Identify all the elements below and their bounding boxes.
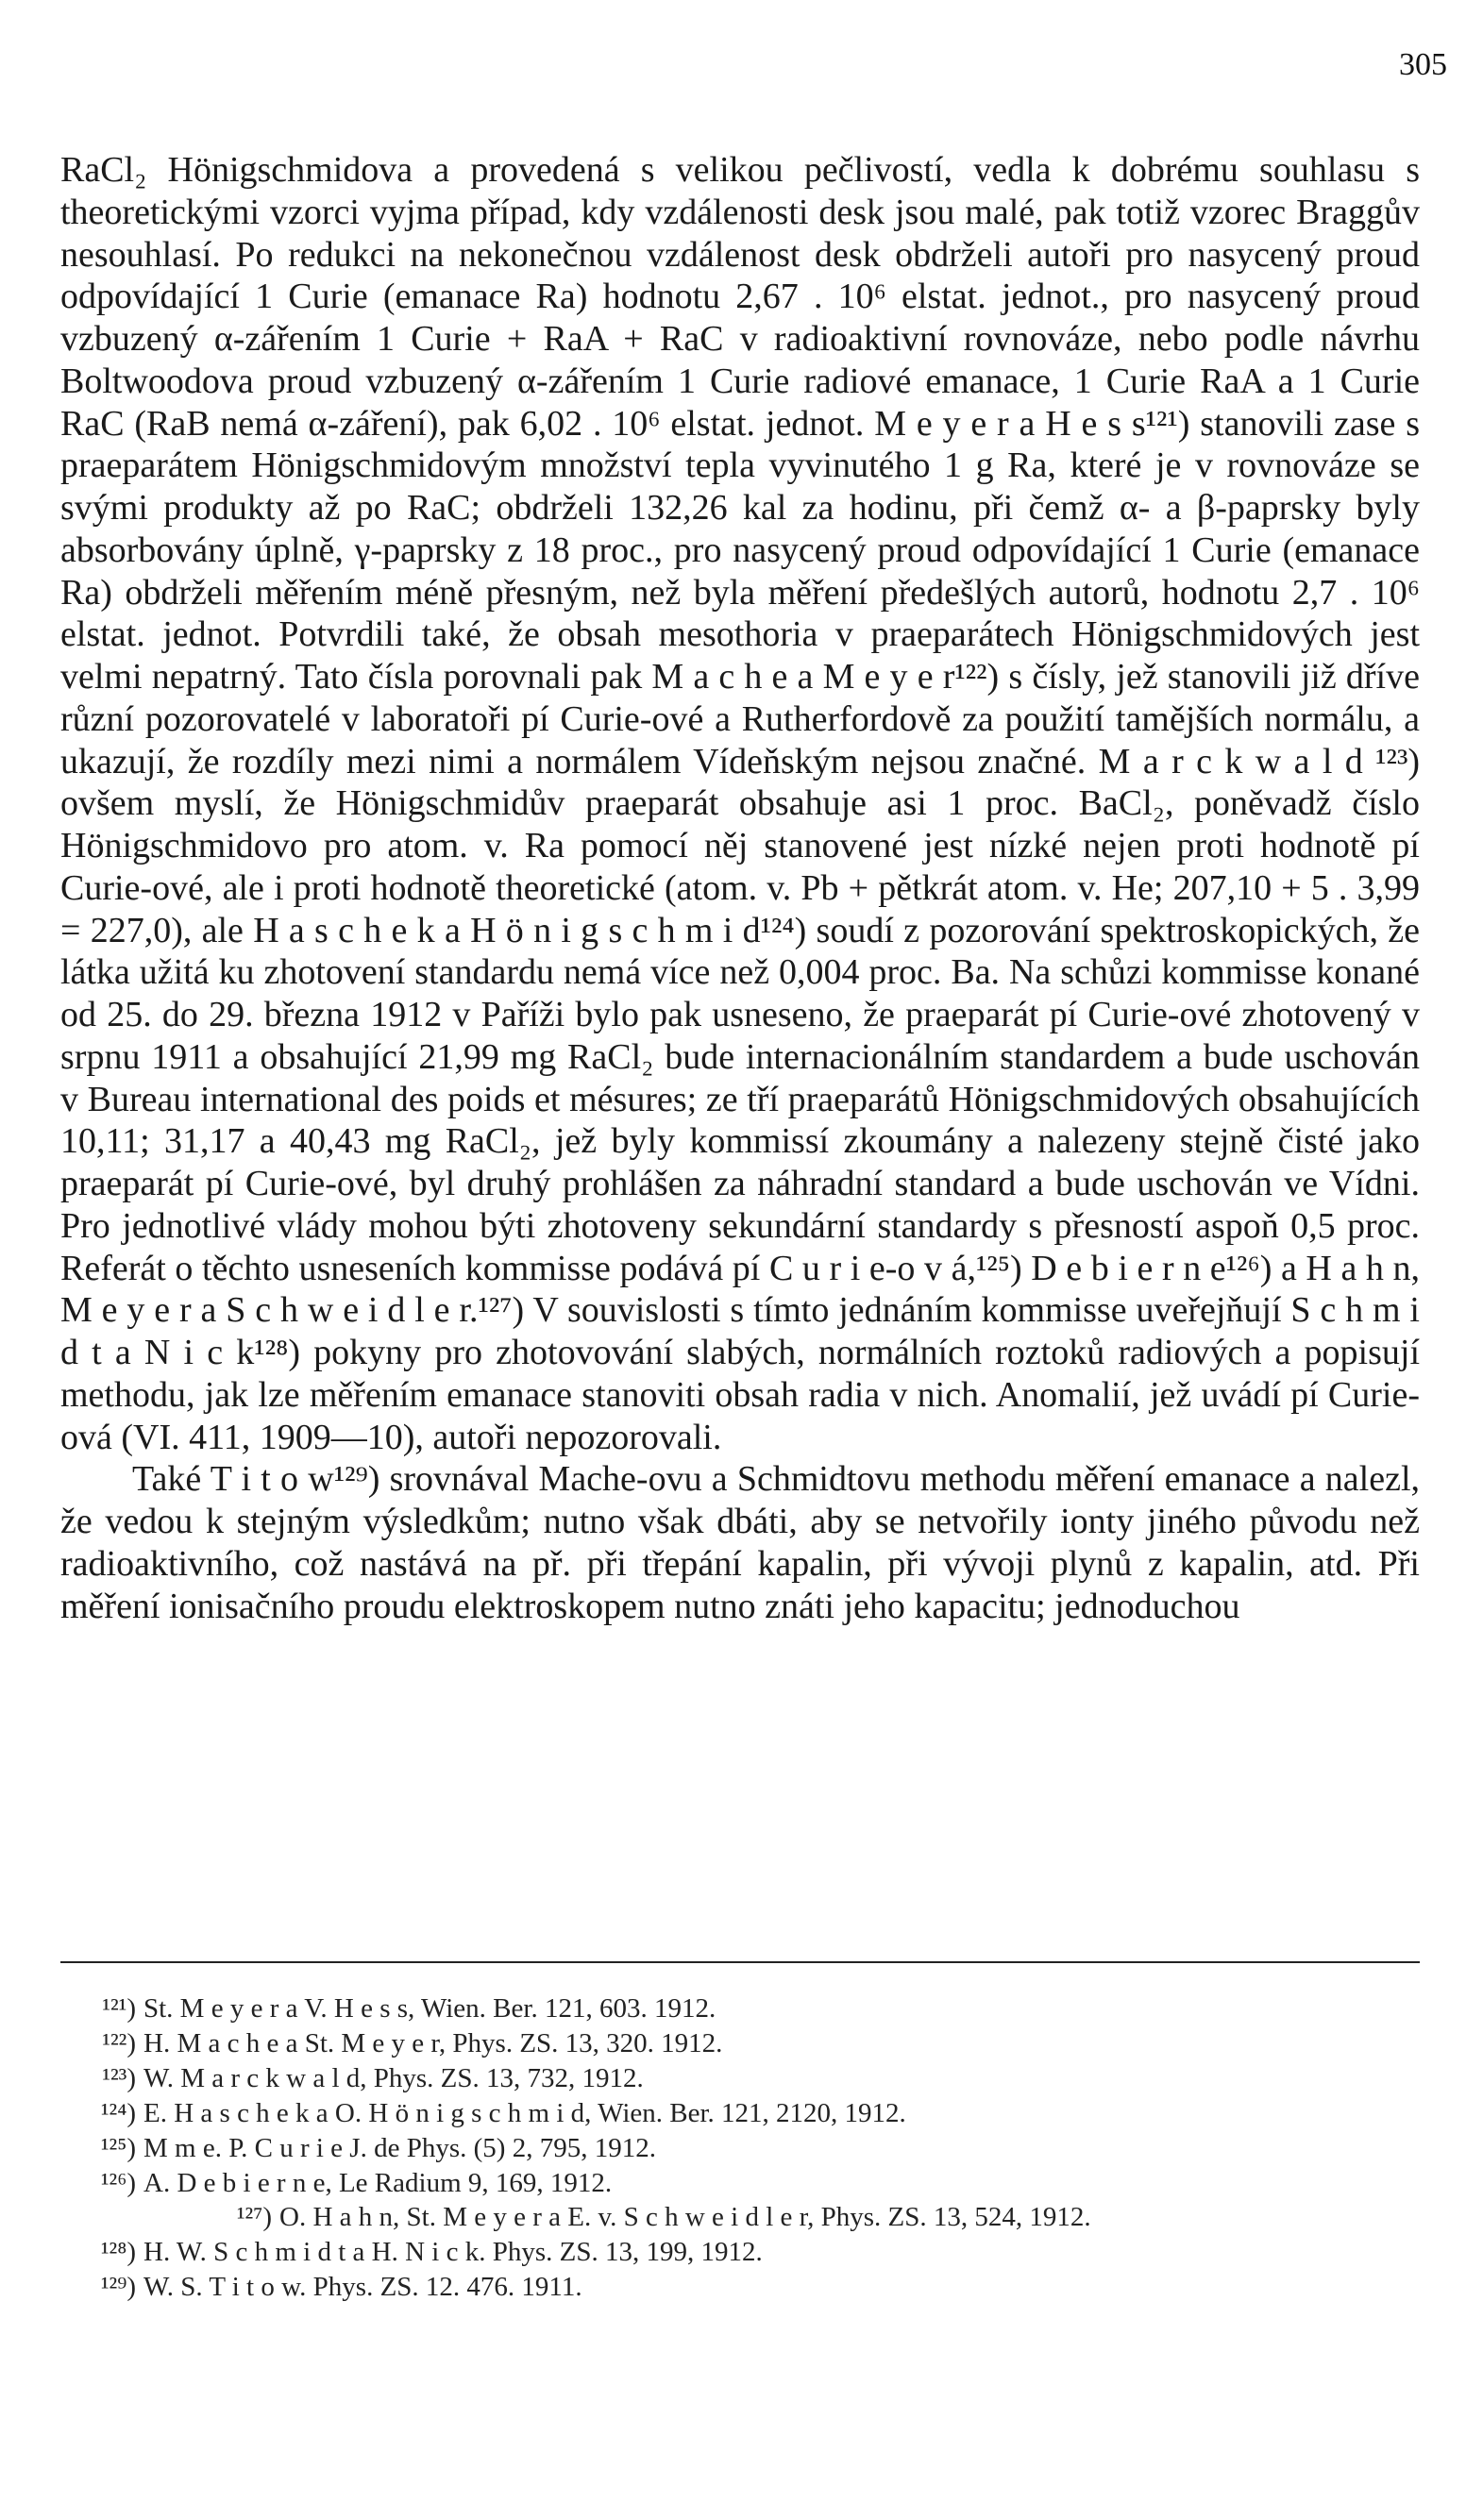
footnote-text: W. M a r c k w a l d, Phys. ZS. 13, 732, 1912. [143,2062,644,2093]
footnote-text: H. M a c h e a St. M e y e r, Phys. ZS. 13, 320. 1912. [143,2027,723,2058]
footnote-mark: ¹²¹) [102,1993,136,2024]
page-number: 305 [1399,47,1447,82]
footnote-122 [60,2026,1420,2061]
footnote-text: M m e. P. C u r i e J. de Phys. (5) 2, 795, 1912. [143,2132,656,2163]
footnote-126 [60,2166,1420,2201]
footnotes [60,1991,1420,2305]
footnote-123 [60,2061,1420,2096]
footnote-rule [60,1961,1420,1963]
footnote-121 [60,1991,1420,2026]
footnote-mark: ¹²⁸) [100,2237,136,2268]
footnote-mark: ¹²⁵) [100,2132,136,2163]
footnote-text: St. M e y e r a V. H e s s, Wien. Ber. 121, 603. 1912. [143,1993,716,2024]
footnote-text: A. D e b i e r n e, Le Radium 9, 169, 1912. [143,2167,613,2198]
paragraph-1: RaCl₂ Hönigschmidova a provedená s velikou pečlivostí, vedla k dobrému souhlasu s theoretickými vzorci vyjma případ, kdy vzdálenosti desk jsou malé, pak totiž vzorec Braggův nesouhlasí. Po redukci na nekonečnou vzdálenost desk obdrželi autoři pro nasycený proud odpovídající 1 Curie (emanace Ra) hodnotu 2,67 . 10⁶ elstat. jednot., pro nasycený proud vzbuzený α-zářením 1 Curie + RaA + RaC v radioaktivní rovnováze, nebo podle návrhu Boltwoodova proud vzbuzený α-zářením 1 Curie radiové emanace, 1 Curie RaA a 1 Curie RaC (RaB nemá α-záření), pak 6,02 . 10⁶ elstat. jednot. M e y e r a H e s s¹²¹) stanovili zase s praeparátem Hönigschmidovým množství tepla vyvinutého 1 g Ra, které je v rovnováze se svými produkty až po RaC; obdrželi 132,26 kal za hodinu, při čemž α- a β-paprsky byly absorbovány úplně, γ-paprsky z 18 proc., pro nasycený proud odpovídající 1 Curie (emanace Ra) obdrželi měřením méně přesným, než byla měření předešlých autorů, hodnotu 2,7 . 10⁶ elstat. jednot. Potvrdili také, že obsah mesothoria v praeparátech Hönigschmidových jest velmi nepatrný. Tato čísla porovnali pak M a c h e a M e y e r¹²²) s čísly, jež stanovili již dříve různí pozorovatelé v laboratoři pí Curie-ové a Rutherfordově za použití tamějších normálu, a ukazují, že rozdíly mezi nimi a normálem Vídeňským nejsou značné. M a r c k w a l d ¹²³) ovšem myslí, že Hönigschmidův praeparát obsahuje asi 1 proc. BaCl₂, poněvadž číslo Hönigschmidovo pro atom. v. Ra pomocí něj stanovené jest nízké nejen proti hodnotě pí Curie-ové, ale i proti hodnotě theoretické (atom. v. Pb + pětkrát atom. v. He; 207,10 + 5 . 3,99 = 227,0), ale H a s c h e k a H ö n i g s c h m i d¹²⁴) soudí z pozorování spektroskopických, že látka užitá ku zhotovení standardu nemá více než 0,004 proc. Ba. Na schůzi kommisse konané od 25. do 29. března 1912 v Paříži bylo pak usneseno, že praeparát pí Curie-ové zhotovený v srpnu 1911 a obsahující 21,99 mg RaCl₂ bude internacionálním standardem a bude uschován v Bureau international des poids et mésures; ze tří praeparátů Hönigschmidových obsahujících 10,11; 31,17 a 40,43 mg RaCl₂, jež byly kommissí zkoumány a nalezeny stejně čisté jako praeparát pí Curie-ové, byl druhý prohlášen za náhradní standard a bude uschován ve Vídni. Pro jednotlivé vlády mohou býti zhotoveny sekundární standardy s přesností aspoň 0,5 proc. Referát o těchto usneseních kommisse podává pí C u r i e-o v á,¹²⁵) D e b i e r n e¹²⁶) a H a h n, M e y e r a S c h w e i d l e r.¹²⁷) V souvislosti s tímto jednáním kommisse uveřejňují S c h m i d t a N i c k¹²⁸) pokyny pro zhotovování slabých, normálních roztoků radiových a popisují methodu, jak lze měřením emanace stanoviti obsah radia v nich. Anomalií, jež uvádí pí Curie-ová (VI. 411, 1909—10), autoři nepozorovali. [60,150,1420,1457]
body-text [60,149,1420,1627]
footnote-125 [60,2131,1420,2166]
footnote-124 [60,2096,1420,2131]
footnote-mark: ¹²⁶) [100,2167,136,2198]
footnote-mark: ¹²⁴) [100,2097,136,2128]
footnote-text: E. H a s c h e k a O. H ö n i g s c h m i d, Wien. Ber. 121, 2120, 1912. [143,2097,906,2128]
footnote-mark: ¹²⁹) [100,2272,136,2303]
footnote-128 [60,2235,1420,2270]
footnote-mark: ¹²²) [102,2027,136,2058]
footnote-127 [60,2200,1420,2235]
footnote-mark: ¹²⁷) [236,2202,272,2233]
footnote-text: O. H a h n, St. M e y e r a E. v. S c h w e i d l e r, Phys. ZS. 13, 524, 1912. [279,2202,1091,2233]
footnote-mark: ¹²³) [102,2062,136,2093]
footnote-129 [60,2270,1420,2305]
footnote-text: W. S. T i t o w. Phys. ZS. 12. 476. 1911. [143,2272,582,2303]
footnote-text: H. W. S c h m i d t a H. N i c k. Phys. ZS. 13, 199, 1912. [143,2237,763,2268]
paragraph-2: Také T i t o w¹²⁹) srovnával Mache-ovu a Schmidtovu methodu měření emanace a nalezl, že vedou k stejným výsledkům; nutno však dbáti, aby se netvořily ionty jiného původu než radioaktivního, což nastává na př. při třepání kapalin, při vývoji plynů z kapalin, atd. Při měření ionisačního proudu elektroskopem nutno znáti jeho kapacitu; jednoduchou [60,1459,1420,1626]
